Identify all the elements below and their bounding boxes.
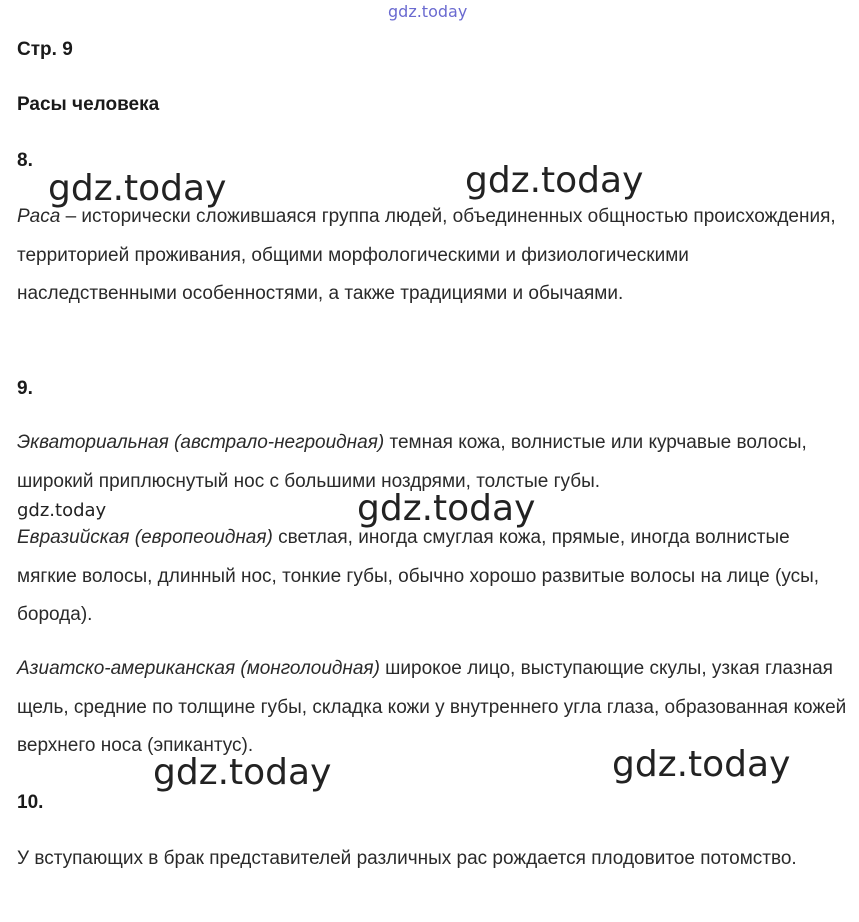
race-description-asian-american [17,650,847,766]
race-traits: светлая, иногда смуглая кожа, прямые, иногда волнистые мягкие волосы, длинный нос, тонкие губы, обычно хорошо развитые волосы на лице (усы, борода). [17,527,820,625]
race-definition-text: – исторически сложившаяся группа людей, объединенных общностью происхождения, территорией проживания, общими морфологическими и физиологическими наследственными особенностями, а также традициями и обычаями. [17,206,836,304]
watermark: gdz.today [17,500,107,521]
race-name: Азиатско-американская (монголоидная) [17,658,380,679]
watermark: gdz.today [357,488,536,529]
race-name: Экваториальная (австрало-негроидная) [17,432,385,453]
race-definition [17,198,847,314]
race-traits: широкое лицо, выступающие скулы, узкая глазная щель, средние по толщине губы, складка кожи у внутреннего угла глаза, образованная кожей верхнего носа (эпикантус). [17,658,847,756]
race-description-eurasian [17,519,847,635]
race-description-equatorial [17,424,847,501]
watermark: gdz.today [153,752,332,793]
watermark: gdz.today [612,744,791,785]
race-traits: темная кожа, волнистые или курчавые волосы, широкий приплюснутый нос с большими ноздрями, толстые губы. [17,432,807,492]
topic-title: Расы человека [17,94,160,115]
race-name: Евразийская (европеоидная) [17,527,273,548]
watermark: gdz.today [48,168,227,209]
question-number-10: 10. [17,792,44,813]
question-number-8: 8. [17,150,33,171]
watermark-top: gdz.today [388,2,468,21]
answer-10: У вступающих в брак представителей различных рас рождается плодовитое потомство. [17,848,797,869]
page-label: Стр. 9 [17,39,73,60]
question-number-9: 9. [17,378,33,399]
term-race: Раса [17,206,61,227]
watermark: gdz.today [465,160,644,201]
